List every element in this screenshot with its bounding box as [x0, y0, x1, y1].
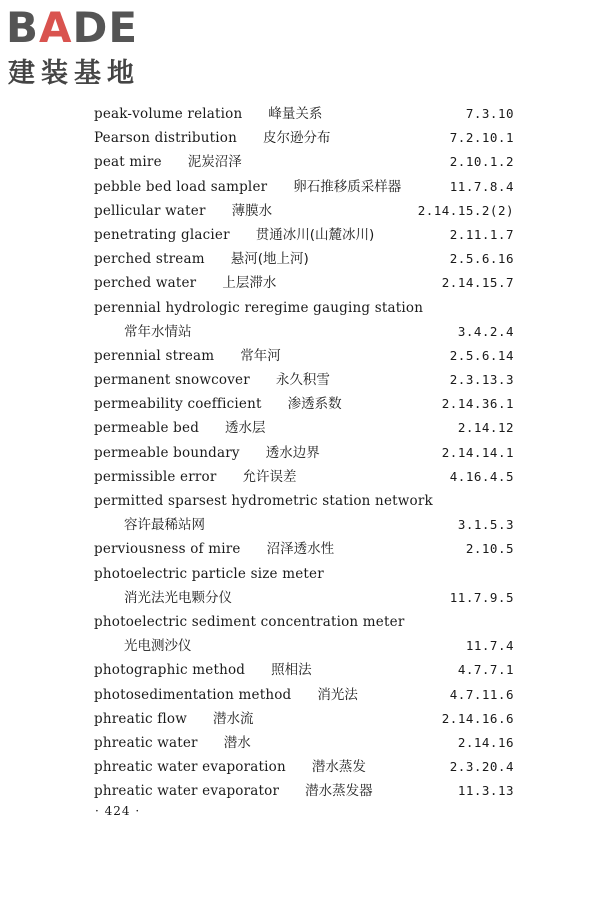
entry-section-ref: 4.7.7.1: [457, 662, 514, 678]
entry-section-ref: 11.3.13: [457, 783, 514, 799]
watermark-logo: [6, 4, 176, 96]
entry-chinese-term: 透水层: [225, 420, 266, 437]
glossary-entry: [94, 707, 514, 731]
entry-english-term: photoelectric particle size meter: [94, 565, 324, 582]
glossary-entry: [94, 537, 514, 561]
entry-english-term: perennial stream: [94, 347, 215, 364]
logo-wordmark: BADE: [6, 3, 139, 52]
page-number: · 424 ·: [95, 804, 141, 818]
entry-chinese-term: 悬河(地上河): [230, 251, 309, 268]
entry-english-term: peat mire: [94, 154, 162, 171]
entry-english-term: Pearson distribution: [94, 130, 237, 147]
entry-section-ref: 3.4.2.4: [457, 323, 514, 339]
entry-section-ref: 2.14.15.2(2): [417, 202, 514, 218]
glossary-entry: [94, 102, 514, 126]
entry-english-term: permitted sparsest hydrometric station network: [94, 493, 433, 509]
entry-english-term: permissible error: [94, 468, 217, 485]
entry-english-term: perched water: [94, 275, 197, 292]
entry-english-term: perviousness of mire: [94, 541, 241, 558]
entry-section-ref: 2.5.6.14: [449, 347, 514, 363]
entry-english-term: photosedimentation method: [94, 686, 292, 703]
glossary-entry: [94, 199, 514, 223]
entry-english-term: perched stream: [94, 251, 205, 268]
entry-english-term: permeable boundary: [94, 444, 240, 461]
glossary-entry: [94, 247, 514, 271]
glossary-entry: [94, 271, 514, 295]
entry-chinese-term: 消光法: [317, 686, 358, 703]
entry-english-term: permanent snowcover: [94, 372, 250, 389]
glossary-entry: [94, 465, 514, 489]
entry-chinese-term: 上层滞水: [222, 275, 277, 292]
entry-chinese-term: 潜水蒸发: [311, 759, 366, 776]
entry-chinese-term: 永久积雪: [275, 372, 330, 389]
entry-english-term: peak-volume relation: [94, 106, 243, 122]
entry-english-term: pellicular water: [94, 202, 206, 219]
entry-chinese-term: 薄膜水: [231, 202, 273, 219]
glossary-entry: [94, 634, 514, 658]
entry-section-ref: 2.14.14.1: [441, 444, 514, 460]
entry-section-ref: 2.14.16: [457, 734, 514, 750]
glossary-entry: [94, 658, 514, 682]
entry-section-ref: 2.11.1.7: [449, 226, 514, 242]
entry-section-ref: 2.14.12: [457, 420, 514, 436]
glossary-entry: [94, 489, 514, 513]
entry-section-ref: 7.3.10: [465, 106, 514, 121]
glossary-entry: [94, 513, 514, 537]
glossary-entry: [94, 562, 514, 586]
glossary-entries: [94, 102, 514, 803]
entry-section-ref: 2.3.20.4: [449, 759, 514, 775]
entry-section-ref: 7.2.10.1: [449, 130, 514, 146]
glossary-entry: [94, 586, 514, 610]
entry-english-term: permeable bed: [94, 420, 200, 437]
entry-english-term: pebble bed load sampler: [94, 178, 268, 195]
entry-chinese-term: 光电测沙仪: [124, 638, 192, 655]
glossary-entry: [94, 683, 514, 707]
entry-section-ref: 11.7.4: [465, 638, 514, 654]
entry-section-ref: 3.1.5.3: [457, 517, 514, 533]
entry-chinese-term: 潜水蒸发器: [305, 783, 373, 800]
entry-section-ref: 4.16.4.5: [449, 468, 514, 484]
entry-chinese-term: 皮尔逊分布: [263, 130, 331, 147]
entry-chinese-term: 峰量关系: [268, 106, 323, 122]
glossary-entry: [94, 755, 514, 779]
entry-chinese-term: 常年河: [240, 347, 281, 364]
entry-english-term: phreatic water evaporation: [94, 759, 286, 776]
entry-section-ref: 2.10.1.2: [449, 154, 514, 170]
entry-chinese-term: 照相法: [271, 662, 312, 679]
glossary-entry: [94, 150, 514, 174]
glossary-entry: [94, 344, 514, 368]
entry-english-term: penetrating glacier: [94, 226, 230, 243]
entry-english-term: phreatic water evaporator: [94, 783, 280, 800]
logo-subtitle: 建装基地: [8, 58, 140, 89]
glossary-entry: [94, 296, 514, 320]
entry-section-ref: 2.14.15.7: [441, 275, 514, 291]
glossary-entry: [94, 368, 514, 392]
glossary-entry: [94, 223, 514, 247]
glossary-entry: [94, 320, 514, 344]
entry-section-ref: 2.5.6.16: [449, 251, 514, 267]
entry-section-ref: 11.7.9.5: [449, 589, 514, 605]
entry-section-ref: 2.3.13.3: [449, 372, 514, 388]
entry-chinese-term: 常年水情站: [124, 323, 192, 340]
entry-chinese-term: 潜水流: [213, 710, 254, 727]
glossary-entry: [94, 416, 514, 440]
entry-chinese-term: 容许最稀站网: [124, 517, 205, 534]
entry-section-ref: 2.14.16.6: [441, 710, 514, 726]
entry-section-ref: 4.7.11.6: [449, 686, 514, 702]
entry-chinese-term: 渗透系数: [287, 396, 342, 413]
entry-chinese-term: 卵石推移质采样器: [293, 178, 402, 195]
entry-english-term: photographic method: [94, 662, 246, 679]
entry-english-term: photoelectric sediment concentration meter: [94, 613, 405, 630]
glossary-entry: [94, 731, 514, 755]
entry-english-term: permeability coefficient: [94, 396, 262, 413]
glossary-entry: [94, 392, 514, 416]
entry-chinese-term: 潜水: [223, 734, 251, 751]
glossary-entry: [94, 610, 514, 634]
entry-chinese-term: 允许误差: [242, 468, 297, 485]
glossary-entry: [94, 441, 514, 465]
glossary-entry: [94, 126, 514, 150]
entry-english-term: perennial hydrologic reregime gauging station: [94, 299, 424, 316]
entry-chinese-term: 透水边界: [265, 444, 320, 461]
entry-chinese-term: 贯通冰川(山麓冰川): [255, 226, 375, 243]
entry-section-ref: 2.10.5: [465, 541, 514, 557]
entry-chinese-term: 沼泽透水性: [266, 541, 335, 558]
entry-chinese-term: 泥炭沼泽: [187, 154, 242, 171]
entry-english-term: phreatic water: [94, 734, 198, 751]
entry-section-ref: 2.14.36.1: [441, 396, 514, 412]
entry-english-term: phreatic flow: [94, 710, 188, 727]
entry-chinese-term: 消光法光电颗分仪: [124, 589, 232, 606]
glossary-entry: [94, 175, 514, 199]
glossary-entry: [94, 779, 514, 803]
entry-section-ref: 11.7.8.4: [449, 178, 514, 194]
